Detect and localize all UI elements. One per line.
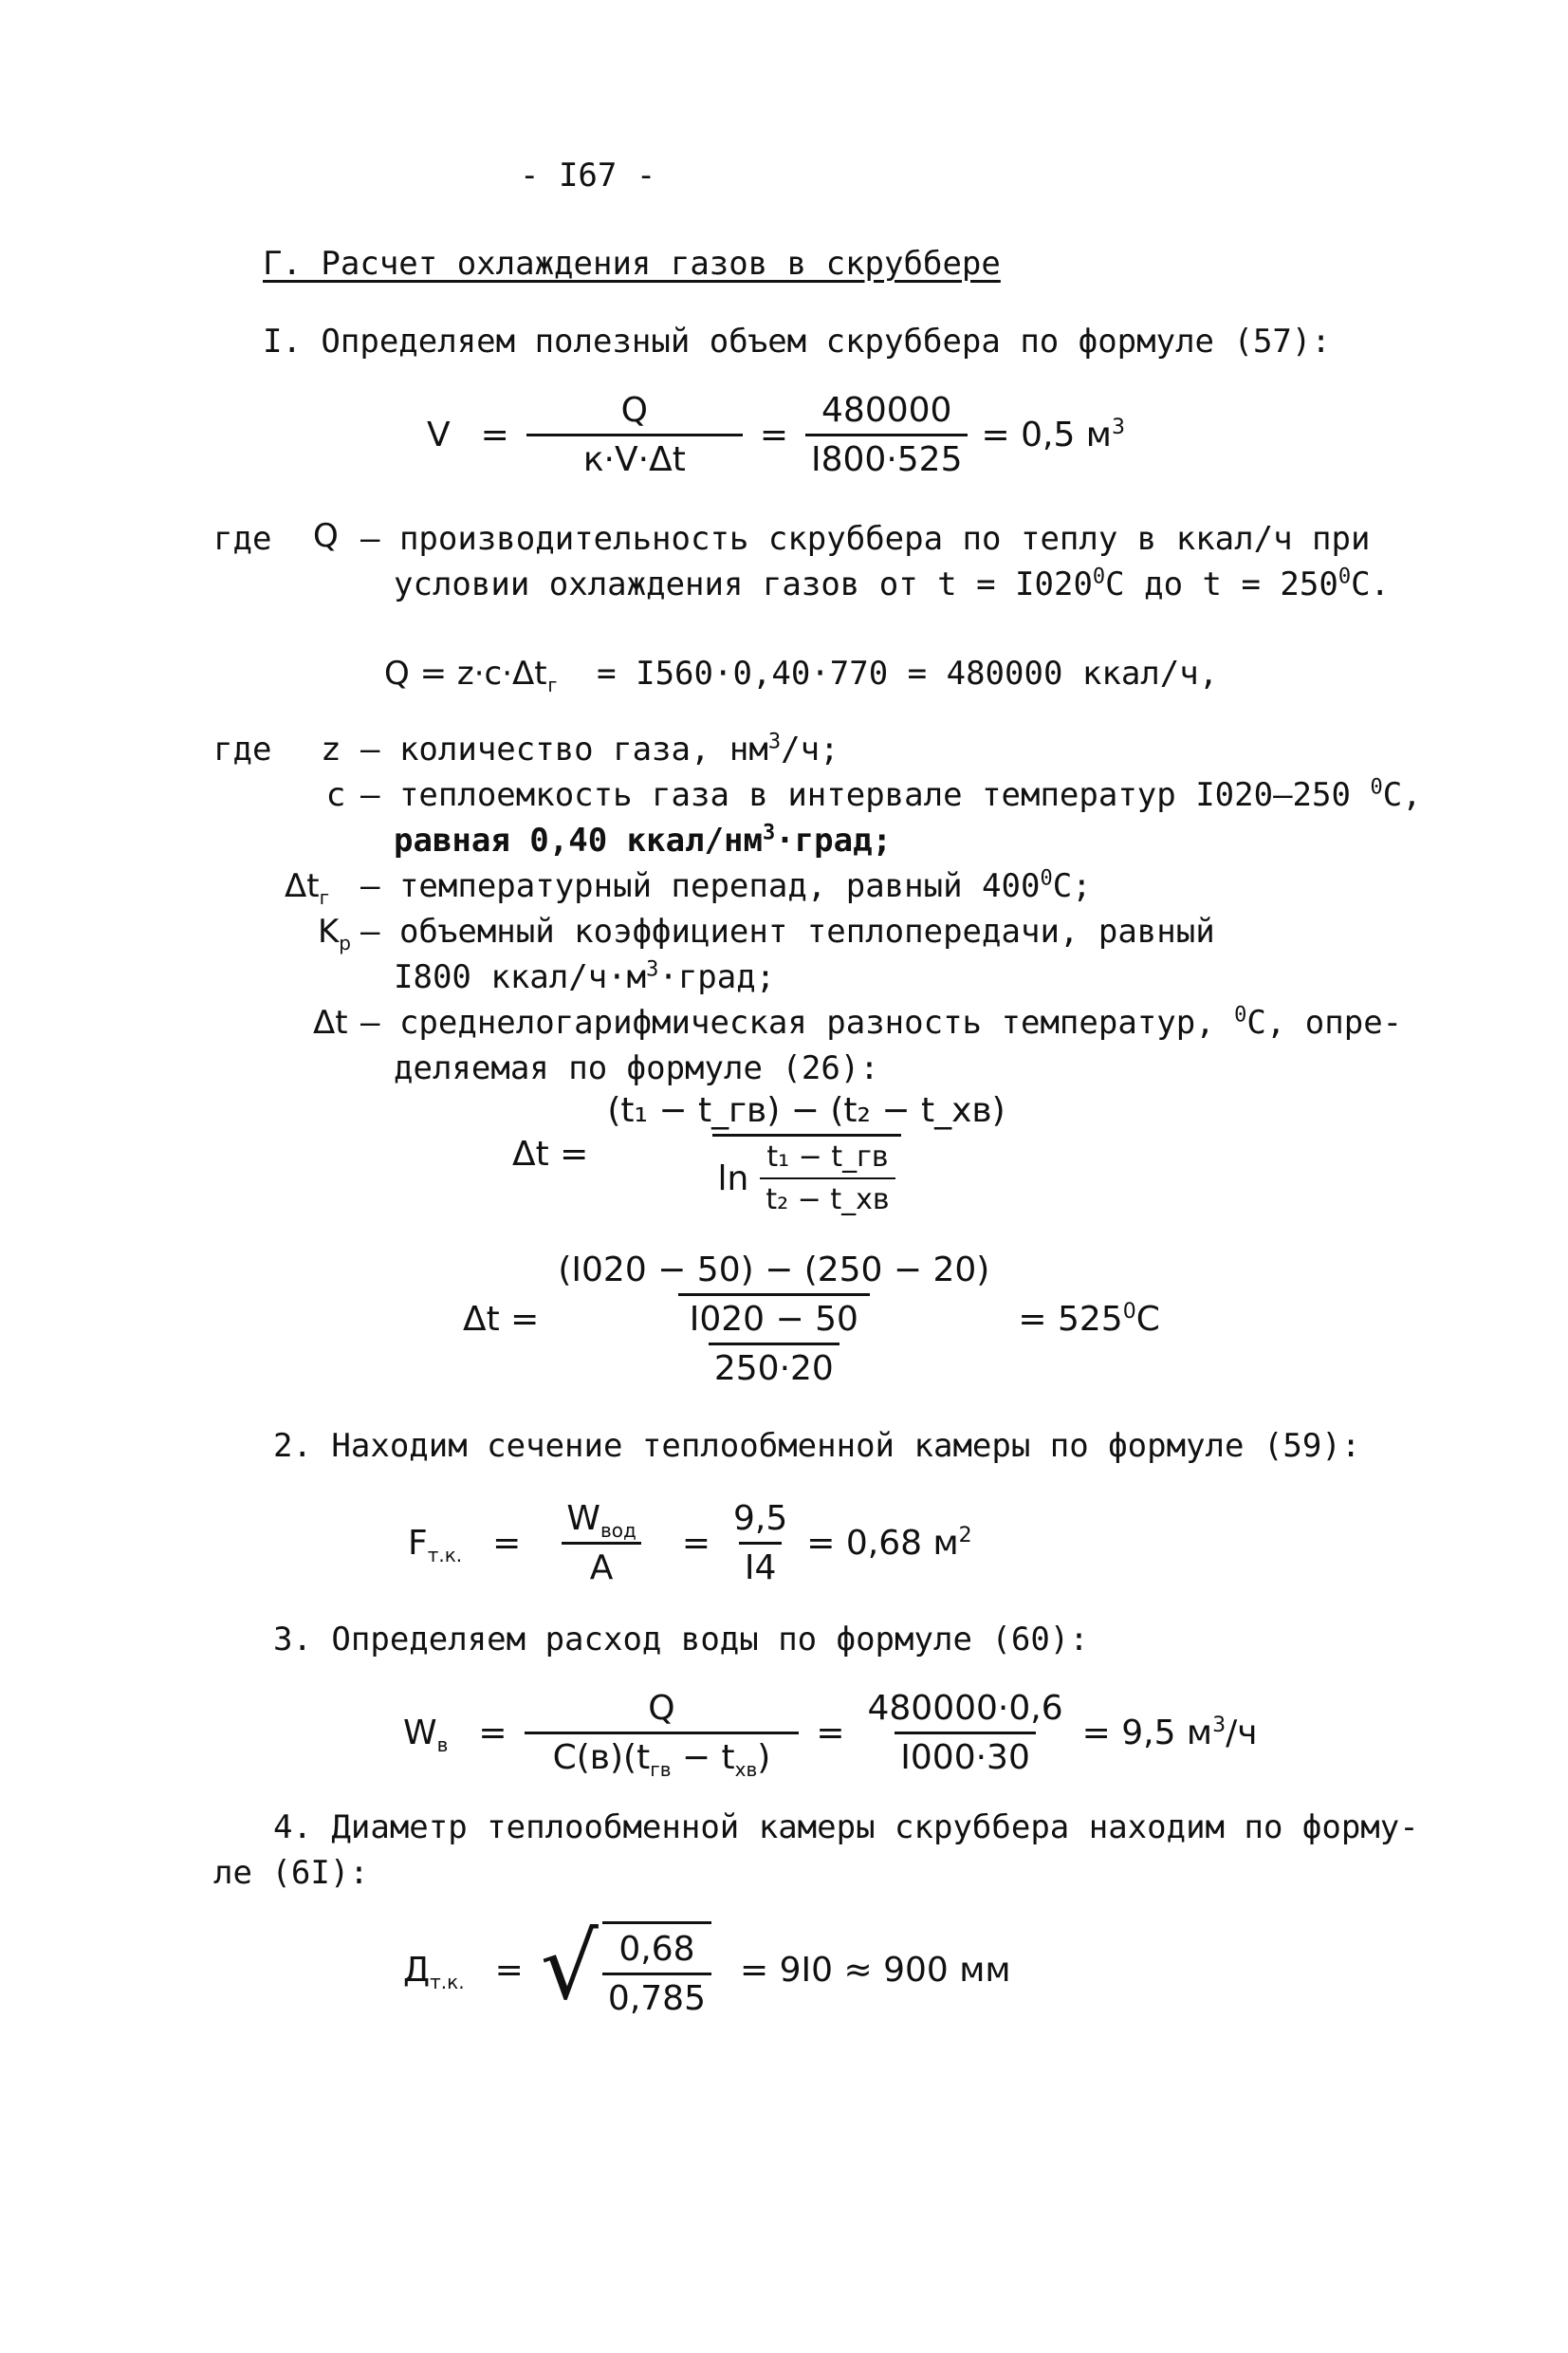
step-1-text: I. Определяем полезный объем скруббера по формуле (57): — [263, 323, 1331, 361]
formula-section: $F_{т.к.}$ = $\frac{W_{вод}}{A}$ = $\frac{9,5}{I4}$ = 0,68 $м^2$ — [408, 1499, 972, 1587]
formula-volume-frac1: $\frac{Q}{к\cdot V\cdot\Delta t}$ — [526, 391, 743, 479]
def-kp-text-cont: I800 ккал/$ч\cdot м^3\cdot град$; — [394, 957, 776, 996]
q-formula: $Q = z\cdot c\cdot\Delta t_г = I560\cdot 0,40\cdot 770 = 480000$ ккал/ч, — [384, 655, 1219, 696]
def-dt-text-cont: деляемая по формуле (26): — [394, 1049, 879, 1087]
formula-water-flow: $W_в$ = $\frac{Q}{C(в)(t_{гв} - t_{хв})}$ = $\frac{480000\cdot 0,6}{I000\cdot 30}$ = 9,5 $м^3/ч$ — [403, 1689, 1258, 1782]
def-symbol-z: z — [323, 731, 340, 769]
q-description-line2: условии охлаждения газов от $t = I020^0C$ до $t = 250^0C$. — [394, 565, 1391, 603]
step-3-text: 3. Определяем расход воды по формуле (60): — [273, 1621, 1089, 1658]
formula-lmtd: Δt = (t₁ − t_гв) − (t₂ − t_хв) ln $\frac{\text{t₁ − t\_гв}}{\text{t₂ − t\_хв}}$ — [512, 1091, 1005, 1216]
def-z-text: – количество газа, $нм^3/ч$; — [360, 730, 839, 769]
formula-volume-lhs: V — [427, 416, 451, 454]
def-symbol-c: c — [327, 776, 345, 814]
formula-volume: V = $\frac{Q}{к\cdot V\cdot\Delta t}$ = $\frac{480000}{I800\cdot 525}$ = 0,5 $м^3$ — [427, 391, 1125, 479]
def-c-text-cont: равная 0,40 ккал/$нм^3\cdot град$; — [394, 821, 893, 860]
def-symbol-kp: $K_р$ — [318, 913, 351, 954]
section-title: Г. Расчет охлаждения газов в скруббере — [263, 245, 1001, 283]
formula-volume-frac2: $\frac{480000}{I800\cdot 525}$ — [805, 391, 968, 479]
def-dtg-text: – температурный перепад, равный $400^0C$; — [360, 866, 1092, 905]
section-heading — [263, 245, 1001, 283]
q-symbol: Q — [313, 517, 339, 555]
page-number: - I67 - — [520, 157, 656, 195]
step-4-text-line2: ле (6I): — [213, 1854, 369, 1892]
sqrt-sign: √ $\frac{0,68}{0,785}$ — [541, 1921, 711, 2018]
step-4-text-line1: 4. Диаметр теплообменной камеры скруббера находим по форму- — [273, 1808, 1419, 1846]
def-kp-text: – объемный коэффициент теплопередачи, равный — [360, 913, 1215, 951]
formula-lmtd-numeric: Δt = $\frac{(I020 - 50) - (250 - 20)}{\frac{I020 - 50}{250\cdot 20}}$ = $525^0C$ — [463, 1251, 1160, 1388]
def-symbol-dtg: $\Delta t_г$ — [285, 867, 330, 909]
q-description-line1: – производительность скруббера по теплу в ккал/ч при — [360, 520, 1371, 558]
where-label-1: где — [213, 520, 272, 558]
formula-diameter: $Д_{т.к.}$ = √ $\frac{0,68}{0,785}$ = 9I0 ≈ 900 мм — [403, 1914, 1011, 2020]
def-c-text: – теплоемкость газа в интервале температур I020–250 $^0$C, — [360, 775, 1422, 814]
step-2-text: 2. Находим сечение теплообменной камеры по формуле (59): — [273, 1427, 1361, 1465]
def-dt-text: – среднелогарифмическая разность температур, $^0$C, опре- — [360, 1003, 1403, 1042]
where-label-2: где — [213, 731, 272, 769]
formula-volume-result: = 0,5 $м^3$ — [981, 416, 1125, 454]
def-symbol-dt: Δt — [313, 1004, 348, 1042]
